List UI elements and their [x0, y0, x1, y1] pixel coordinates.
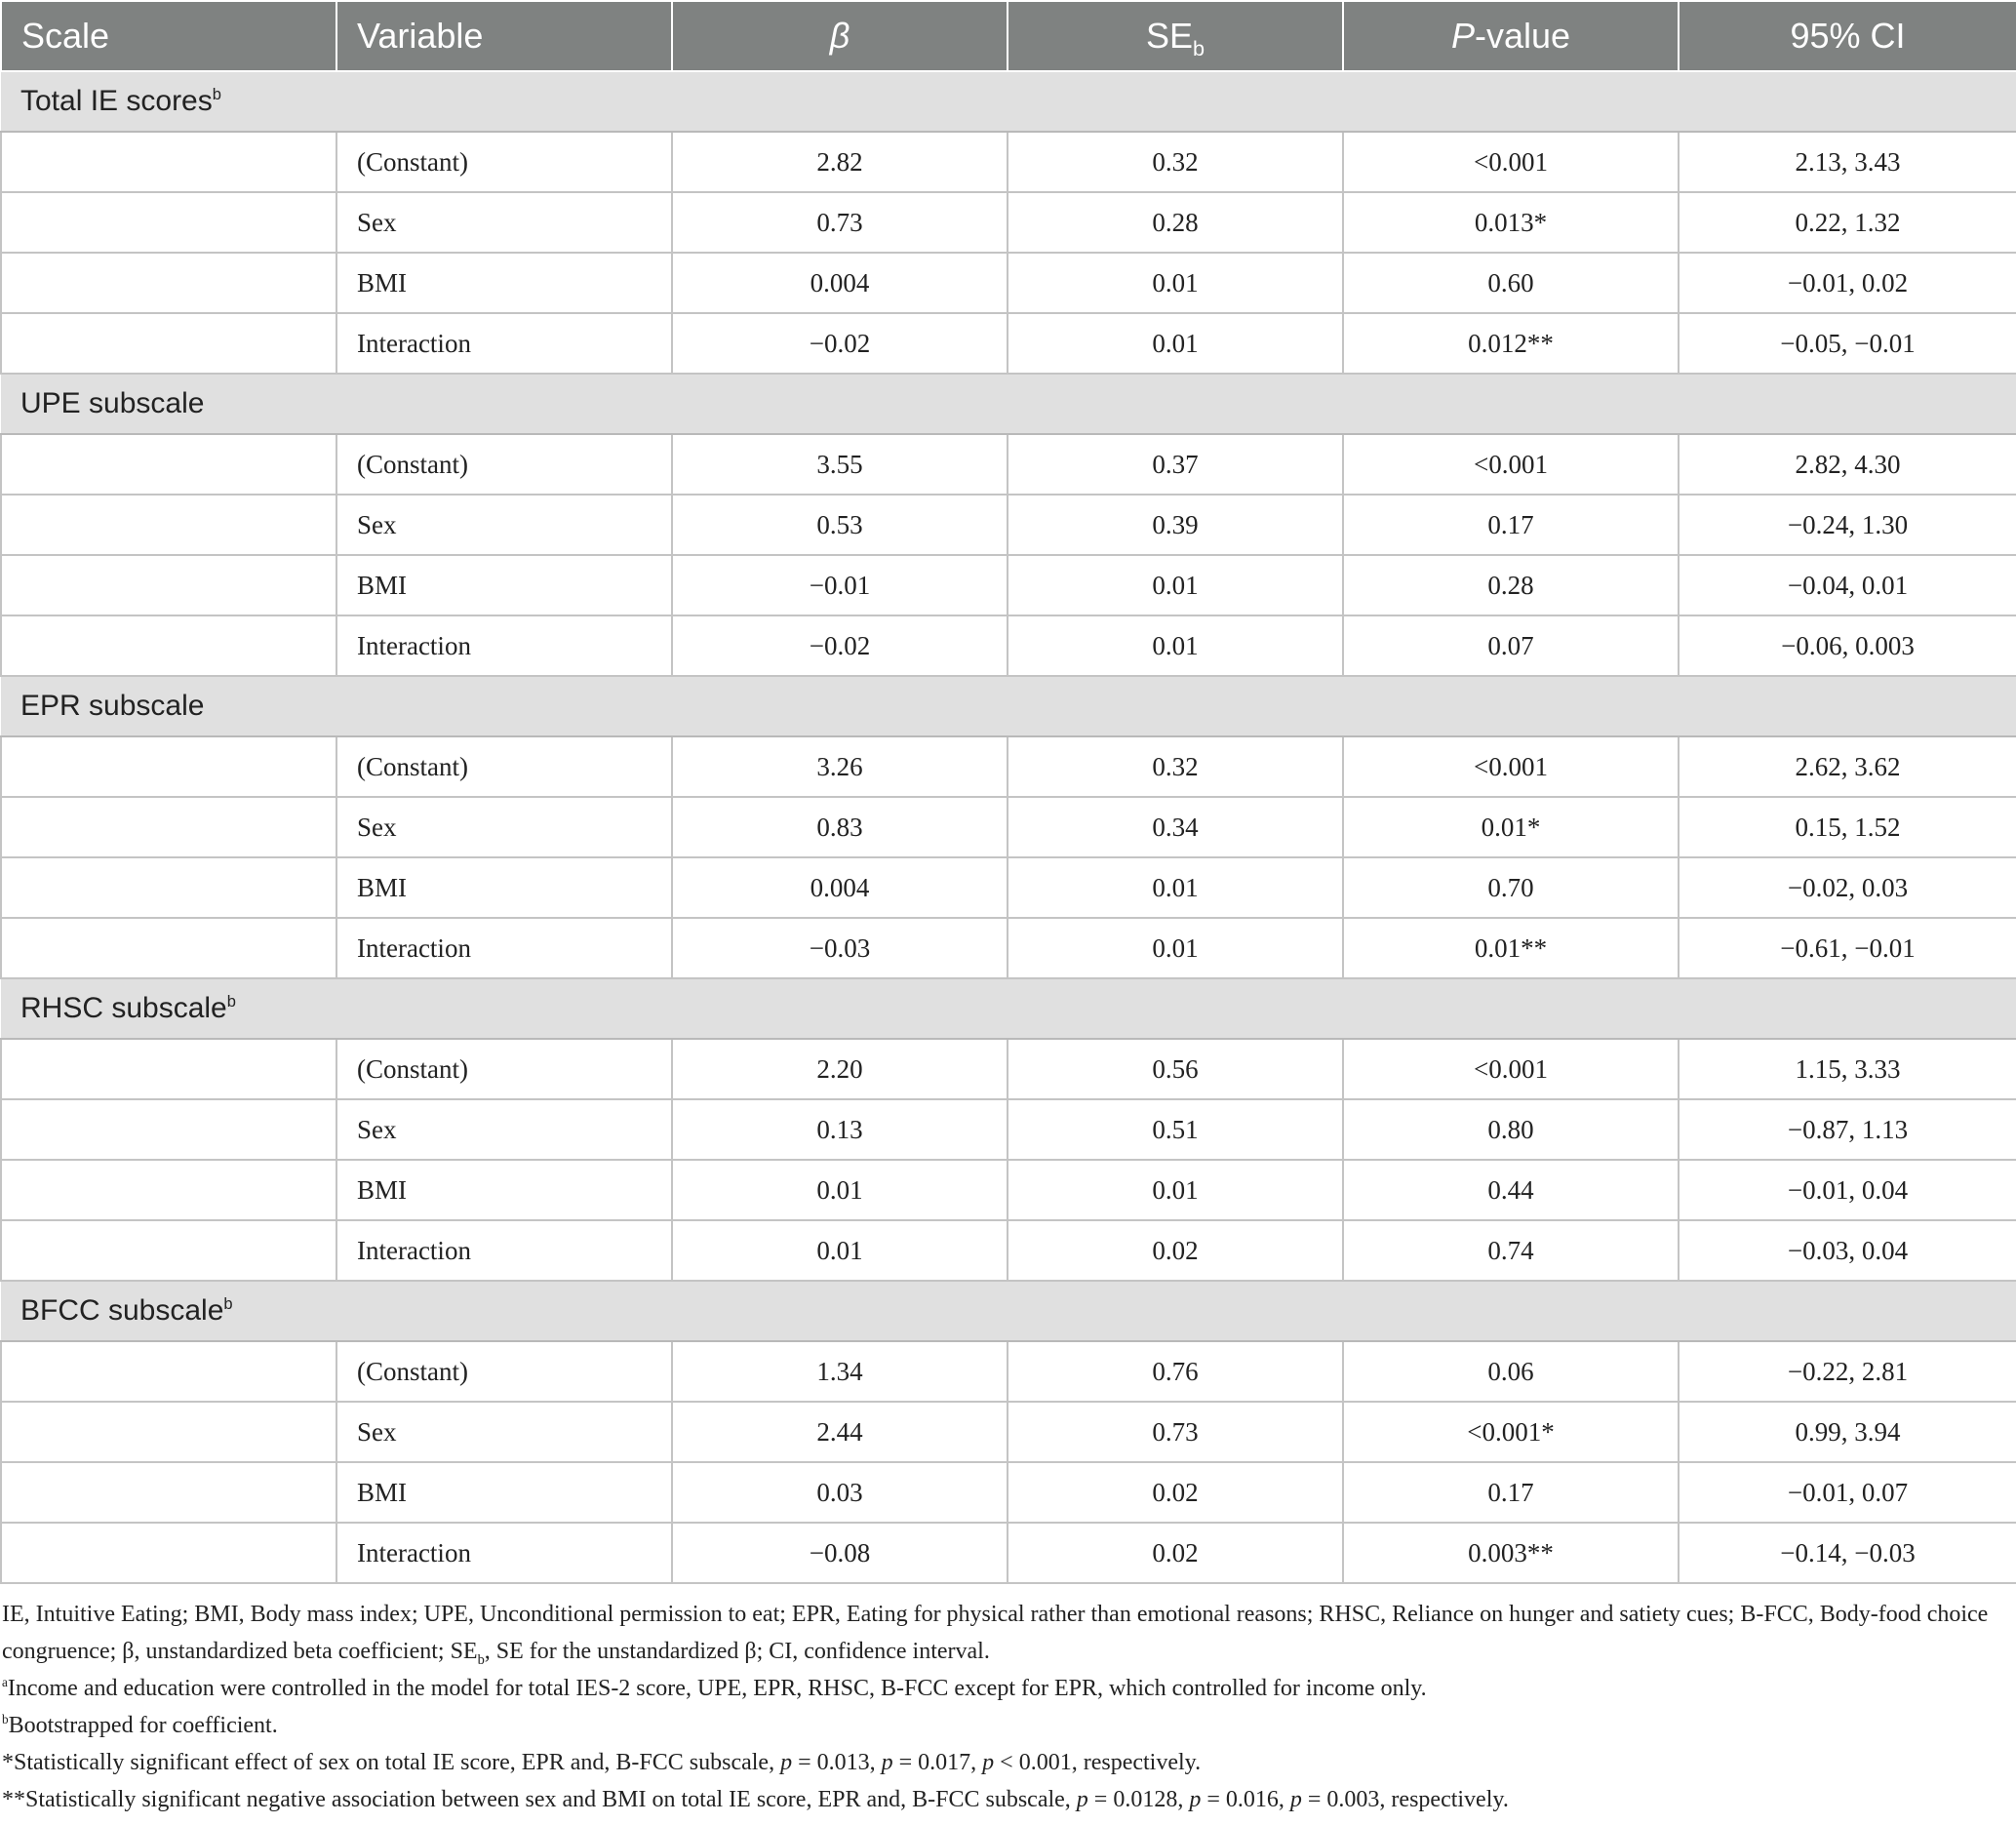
variable-cell: (Constant) [336, 434, 672, 495]
section-header-row [1, 71, 2016, 132]
se-cell: 0.01 [1008, 615, 1343, 676]
footnote-b-mark: b [2, 1712, 9, 1726]
p-value-cell: 0.17 [1343, 1462, 1679, 1523]
p-value-cell: <0.001 [1343, 434, 1679, 495]
scale-cell [1, 253, 336, 313]
footnote-b-text: Bootstrapped for coefficient. [8, 1713, 278, 1738]
table-row [1, 1402, 2016, 1462]
variable-cell: (Constant) [336, 736, 672, 797]
variable-cell: Interaction [336, 615, 672, 676]
scale-cell [1, 555, 336, 615]
header-beta: β [672, 1, 1008, 71]
ci-cell: −0.05, −0.01 [1679, 313, 2016, 374]
beta-cell: 0.13 [672, 1099, 1008, 1160]
table-row [1, 1462, 2016, 1523]
se-cell: 0.28 [1008, 192, 1343, 253]
section-title [1, 676, 2016, 736]
beta-cell: 2.82 [672, 132, 1008, 192]
se-cell: 0.02 [1008, 1523, 1343, 1583]
variable-cell: Interaction [336, 918, 672, 978]
footnote-double-star-p: p [1189, 1787, 1202, 1812]
table-row [1, 132, 2016, 192]
ci-cell: 1.15, 3.33 [1679, 1039, 2016, 1099]
ci-cell: −0.24, 1.30 [1679, 495, 2016, 555]
footnote-double-star [2, 1781, 2014, 1818]
beta-cell: 0.83 [672, 797, 1008, 857]
section-title [1, 1281, 2016, 1341]
header-se-main: SE [1145, 16, 1193, 56]
se-cell: 0.01 [1008, 555, 1343, 615]
header-variable: Variable [336, 1, 672, 71]
se-cell: 0.73 [1008, 1402, 1343, 1462]
variable-cell: Sex [336, 797, 672, 857]
se-cell: 0.34 [1008, 797, 1343, 857]
se-cell: 0.39 [1008, 495, 1343, 555]
ci-cell: −0.06, 0.003 [1679, 615, 2016, 676]
footnote-a-text: Income and education were controlled in the model for total IES-2 score, UPE, EPR, RHSC, B-FCC except for EPR, which controlled for income only. [7, 1676, 1427, 1701]
footnote-star-text: *Statistically significant effect of sex on total IE score, EPR and, B-FCC subscale, [2, 1750, 781, 1775]
variable-cell: Interaction [336, 1523, 672, 1583]
variable-cell: Interaction [336, 1220, 672, 1281]
ci-cell: −0.04, 0.01 [1679, 555, 2016, 615]
ci-cell: 2.13, 3.43 [1679, 132, 2016, 192]
beta-cell: −0.01 [672, 555, 1008, 615]
ci-cell: 2.62, 3.62 [1679, 736, 2016, 797]
se-cell: 0.56 [1008, 1039, 1343, 1099]
variable-cell: Sex [336, 1099, 672, 1160]
section-title-sup: b [226, 993, 236, 1011]
scale-cell [1, 857, 336, 918]
footnote-abbrev-text: IE, Intuitive Eating; BMI, Body mass index; UPE, Unconditional permission to eat; EPR, Eating for physical rather than emotional reasons; RHSC, Reliance on hunger and satiety cues; B-FCC, Body-food choice congruence; β, unstandardized beta coefficient; SE [2, 1602, 1989, 1664]
scale-cell [1, 1220, 336, 1281]
variable-cell: BMI [336, 253, 672, 313]
section-header-row [1, 374, 2016, 434]
footnote-b [2, 1707, 2014, 1744]
p-value-cell: <0.001 [1343, 132, 1679, 192]
table-row [1, 495, 2016, 555]
section-title [1, 374, 2016, 434]
se-cell: 0.76 [1008, 1341, 1343, 1402]
footnote-a-mark: a [2, 1675, 8, 1689]
beta-cell: −0.02 [672, 313, 1008, 374]
footnote-double-star-text: **Statistically significant negative association between sex and BMI on total IE score, EPR and, B-FCC subscale, [2, 1787, 1077, 1812]
se-cell: 0.01 [1008, 253, 1343, 313]
table-row [1, 797, 2016, 857]
scale-cell [1, 434, 336, 495]
ci-cell: −0.01, 0.02 [1679, 253, 2016, 313]
p-value-cell: 0.80 [1343, 1099, 1679, 1160]
scale-cell [1, 1160, 336, 1220]
section-title [1, 978, 2016, 1039]
table-row [1, 857, 2016, 918]
footnote-double-star-p: p [1076, 1787, 1088, 1812]
footnote-abbreviations [2, 1596, 2014, 1670]
variable-cell: (Constant) [336, 132, 672, 192]
footnote-star-value: = 0.013, [792, 1750, 882, 1775]
scale-cell [1, 1039, 336, 1099]
beta-cell: 0.01 [672, 1160, 1008, 1220]
footnote-abbrev-text-2: , SE for the unstandardized β; CI, confidence interval. [484, 1639, 990, 1664]
beta-cell: 0.004 [672, 253, 1008, 313]
p-value-cell: 0.28 [1343, 555, 1679, 615]
beta-cell: −0.03 [672, 918, 1008, 978]
p-value-cell: 0.17 [1343, 495, 1679, 555]
section-title [1, 71, 2016, 132]
section-title-text: BFCC subscale [20, 1294, 224, 1327]
p-value-cell: 0.74 [1343, 1220, 1679, 1281]
se-cell: 0.01 [1008, 1160, 1343, 1220]
section-title-sup: b [223, 1295, 233, 1313]
header-p-rest: -value [1474, 16, 1571, 56]
table-row [1, 1160, 2016, 1220]
se-cell: 0.01 [1008, 313, 1343, 374]
header-ci: 95% CI [1679, 1, 2016, 71]
se-cell: 0.02 [1008, 1462, 1343, 1523]
scale-cell [1, 1462, 336, 1523]
scale-cell [1, 192, 336, 253]
beta-cell: 0.01 [672, 1220, 1008, 1281]
scale-cell [1, 1341, 336, 1402]
table-row [1, 615, 2016, 676]
table-row [1, 253, 2016, 313]
header-se [1008, 1, 1343, 71]
table-row [1, 1523, 2016, 1583]
table-body [1, 71, 2016, 1583]
p-value-cell: 0.06 [1343, 1341, 1679, 1402]
header-se-sub: b [1193, 36, 1206, 61]
beta-cell: 2.20 [672, 1039, 1008, 1099]
table-row [1, 192, 2016, 253]
p-value-cell: 0.003** [1343, 1523, 1679, 1583]
table-row [1, 555, 2016, 615]
ci-cell: −0.87, 1.13 [1679, 1099, 2016, 1160]
footnote-star [2, 1744, 2014, 1781]
footnote-star-p: p [780, 1750, 793, 1775]
p-value-cell: <0.001* [1343, 1402, 1679, 1462]
beta-cell: 1.34 [672, 1341, 1008, 1402]
section-title-sup: b [212, 86, 221, 103]
ci-cell: −0.02, 0.03 [1679, 857, 2016, 918]
footnote-abbrev-sub: b [477, 1651, 485, 1668]
p-value-cell: 0.013* [1343, 192, 1679, 253]
table-row [1, 434, 2016, 495]
scale-cell [1, 1099, 336, 1160]
scale-cell [1, 1523, 336, 1583]
p-value-cell: 0.44 [1343, 1160, 1679, 1220]
variable-cell: BMI [336, 555, 672, 615]
table-header-row [1, 1, 2016, 71]
variable-cell: Sex [336, 495, 672, 555]
section-header-row [1, 676, 2016, 736]
variable-cell: Sex [336, 192, 672, 253]
p-value-cell: 0.07 [1343, 615, 1679, 676]
p-value-cell: 0.70 [1343, 857, 1679, 918]
table-row [1, 1341, 2016, 1402]
variable-cell: BMI [336, 1462, 672, 1523]
p-value-cell: 0.01* [1343, 797, 1679, 857]
beta-cell: 0.004 [672, 857, 1008, 918]
se-cell: 0.37 [1008, 434, 1343, 495]
beta-cell: 2.44 [672, 1402, 1008, 1462]
beta-cell: 3.26 [672, 736, 1008, 797]
se-cell: 0.01 [1008, 918, 1343, 978]
section-header-row [1, 978, 2016, 1039]
se-cell: 0.32 [1008, 736, 1343, 797]
scale-cell [1, 615, 336, 676]
scale-cell [1, 132, 336, 192]
table-row [1, 1220, 2016, 1281]
beta-cell: −0.08 [672, 1523, 1008, 1583]
section-header-row [1, 1281, 2016, 1341]
ci-cell: 0.22, 1.32 [1679, 192, 2016, 253]
ci-cell: −0.03, 0.04 [1679, 1220, 2016, 1281]
footnote-double-star-value: = 0.016, [1201, 1787, 1290, 1812]
section-title-text: Total IE scores [20, 85, 213, 117]
ci-cell: 0.15, 1.52 [1679, 797, 2016, 857]
table-footnotes [0, 1584, 2016, 1818]
section-title-text: EPR subscale [20, 690, 205, 722]
se-cell: 0.51 [1008, 1099, 1343, 1160]
footnote-star-value: = 0.017, [892, 1750, 983, 1775]
beta-cell: 3.55 [672, 434, 1008, 495]
p-value-cell: <0.001 [1343, 1039, 1679, 1099]
footnote-double-star-value: = 0.0128, [1087, 1787, 1190, 1812]
se-cell: 0.01 [1008, 857, 1343, 918]
scale-cell [1, 736, 336, 797]
ci-cell: 0.99, 3.94 [1679, 1402, 2016, 1462]
se-cell: 0.02 [1008, 1220, 1343, 1281]
beta-cell: 0.73 [672, 192, 1008, 253]
variable-cell: BMI [336, 857, 672, 918]
scale-cell [1, 1402, 336, 1462]
ci-cell: −0.61, −0.01 [1679, 918, 2016, 978]
p-value-cell: 0.60 [1343, 253, 1679, 313]
beta-cell: 0.03 [672, 1462, 1008, 1523]
variable-cell: (Constant) [336, 1039, 672, 1099]
table-row [1, 1039, 2016, 1099]
header-p-value [1343, 1, 1679, 71]
variable-cell: Sex [336, 1402, 672, 1462]
ci-cell: −0.22, 2.81 [1679, 1341, 2016, 1402]
scale-cell [1, 918, 336, 978]
table-row [1, 918, 2016, 978]
beta-cell: −0.02 [672, 615, 1008, 676]
ci-cell: −0.01, 0.04 [1679, 1160, 2016, 1220]
footnote-double-star-p: p [1289, 1787, 1302, 1812]
ci-cell: −0.01, 0.07 [1679, 1462, 2016, 1523]
p-value-cell: 0.01** [1343, 918, 1679, 978]
se-cell: 0.32 [1008, 132, 1343, 192]
scale-cell [1, 797, 336, 857]
variable-cell: BMI [336, 1160, 672, 1220]
footnote-a [2, 1670, 2014, 1707]
ci-cell: −0.14, −0.03 [1679, 1523, 2016, 1583]
header-p-italic: P [1450, 16, 1475, 56]
header-scale: Scale [1, 1, 336, 71]
variable-cell: (Constant) [336, 1341, 672, 1402]
variable-cell: Interaction [336, 313, 672, 374]
footnote-star-value: < 0.001, respectively. [994, 1750, 1202, 1775]
footnote-double-star-value: = 0.003, respectively. [1301, 1787, 1509, 1812]
table-row [1, 1099, 2016, 1160]
table-row [1, 313, 2016, 374]
table-row [1, 736, 2016, 797]
p-value-cell: <0.001 [1343, 736, 1679, 797]
section-title-text: UPE subscale [20, 387, 205, 419]
p-value-cell: 0.012** [1343, 313, 1679, 374]
scale-cell [1, 495, 336, 555]
footnote-star-p: p [881, 1750, 893, 1775]
footnote-star-p: p [982, 1750, 995, 1775]
beta-cell: 0.53 [672, 495, 1008, 555]
section-title-text: RHSC subscale [20, 992, 227, 1024]
ci-cell: 2.82, 4.30 [1679, 434, 2016, 495]
scale-cell [1, 313, 336, 374]
